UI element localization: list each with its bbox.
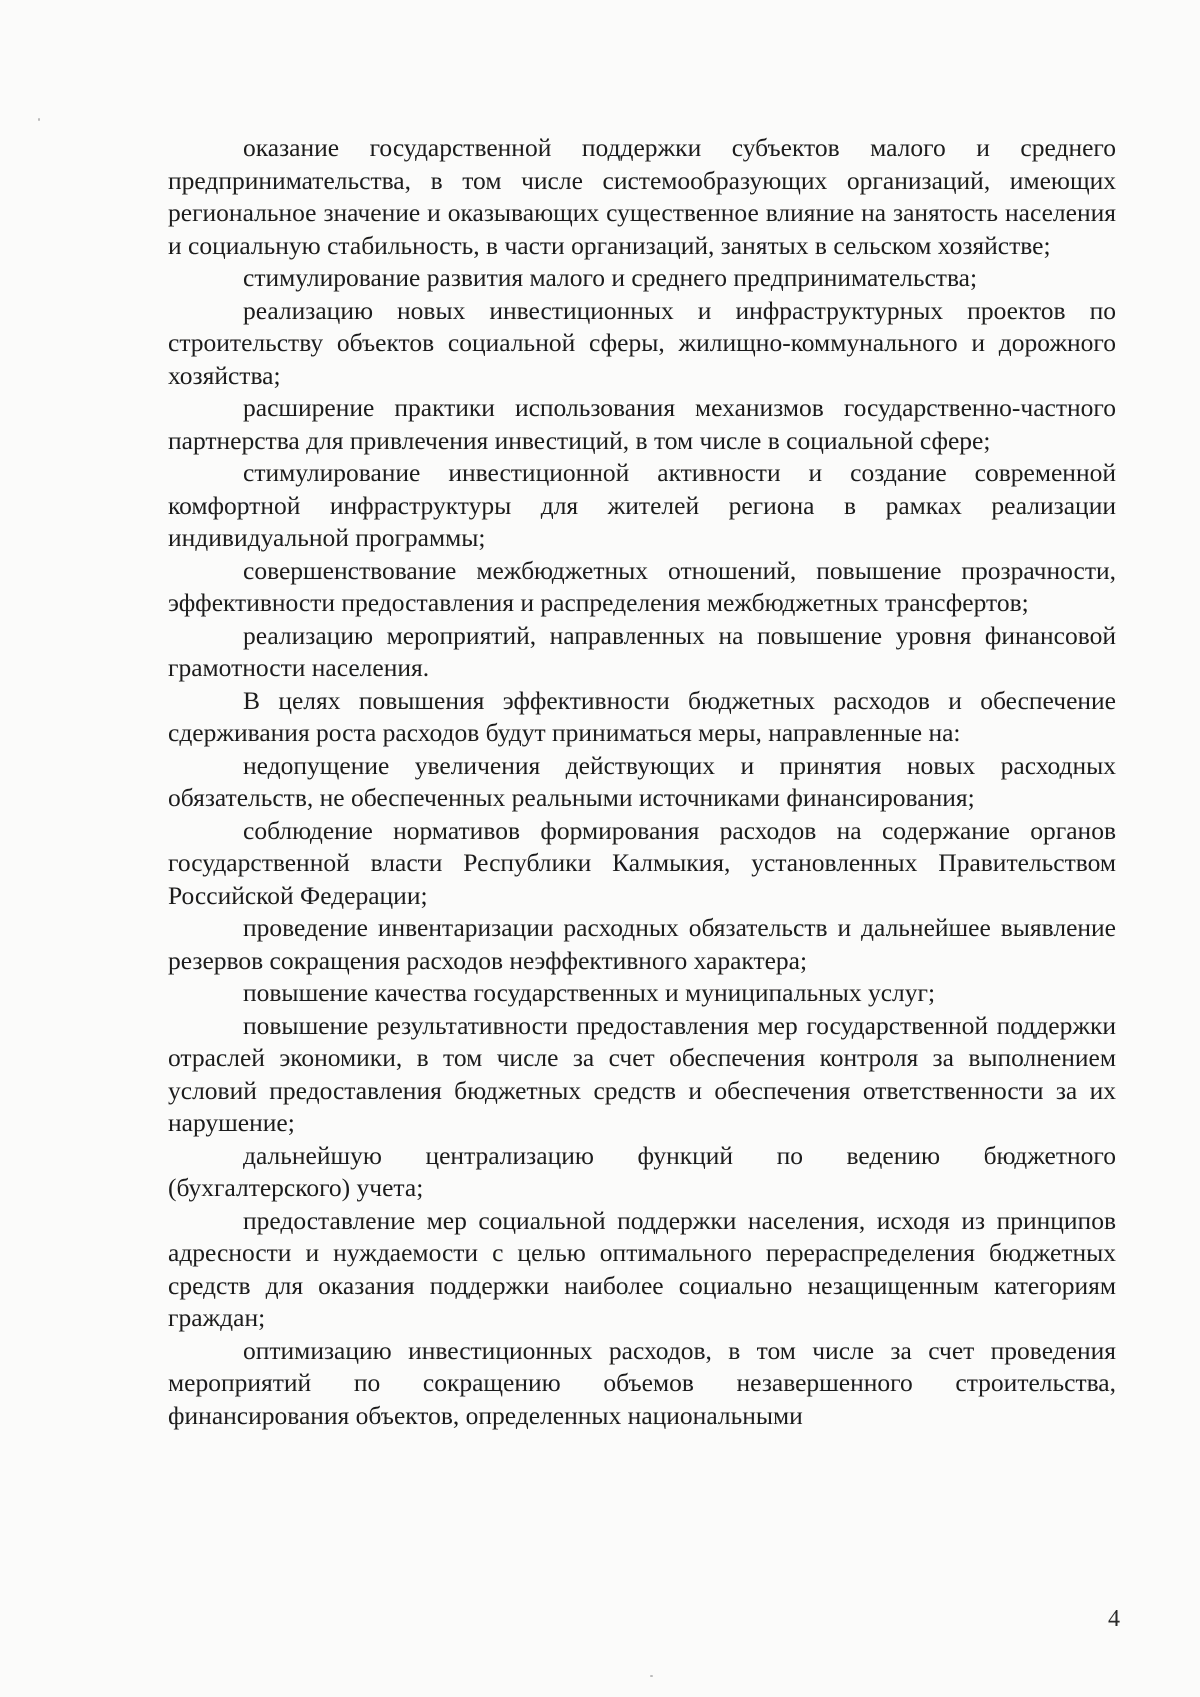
paragraph: стимулирование инвестиционной активности и создание современной комфортной инфраструктуры для жителей региона в рамках реализации индивидуальной программы; <box>168 458 1116 552</box>
paragraph: предоставление мер социальной поддержки населения, исходя из принципов адресности и нуждаемости с целью оптимального перераспределения бюджетных средств для оказания поддержки наиболее социально незащищенным категориям граждан; <box>168 1205 1116 1332</box>
paragraph: оказание государственной поддержки субъектов малого и среднего предпринимательства, в том числе системообразующих организаций, имеющих региональное значение и оказывающих существенное влияние на занятость населения и социальную стабильность, в части организаций, занятых в сельском хозяйстве; <box>168 133 1116 260</box>
paragraph: оптимизацию инвестиционных расходов, в том числе за счет проведения мероприятий по сокращению объемов незавершенного строительства, финансирования объектов, определенных национальными <box>168 1335 1116 1430</box>
paragraph: соблюдение нормативов формирования расходов на содержание органов государственной власти Республики Калмыкия, установленных Правительством Российской Федерации; <box>168 815 1116 910</box>
paragraph: реализацию мероприятий, направленных на повышение уровня финансовой грамотности населения. <box>168 620 1116 682</box>
paragraph: стимулирование развития малого и среднего предпринимательства; <box>243 263 978 292</box>
scan-speck <box>650 1675 653 1677</box>
paragraph: недопущение увеличения действующих и принятия новых расходных обязательств, не обеспеченных реальными источниками финансирования; <box>168 750 1116 812</box>
body-text <box>168 132 1116 1432</box>
scan-speck <box>38 118 40 121</box>
paragraph: проведение инвентаризации расходных обязательств и дальнейшее выявление резервов сокращения расходов неэффективного характера; <box>168 913 1116 975</box>
paragraph: повышение результативности предоставления мер государственной поддержки отраслей экономики, в том числе за счет обеспечения контроля за выполнением условий предоставления бюджетных средств и обеспечения ответственности за их нарушение; <box>168 1010 1116 1137</box>
paragraph: совершенствование межбюджетных отношений, повышение прозрачности, эффективности предоставления и распределения межбюджетных трансфертов; <box>168 555 1116 617</box>
paragraph: повышение качества государственных и муниципальных услуг; <box>243 978 936 1007</box>
paragraph: дальнейшую централизацию функций по ведению бюджетного (бухгалтерского) учета; <box>168 1140 1116 1202</box>
paragraph: расширение практики использования механизмов государственно-частного партнерства для привлечения инвестиций, в том числе в социальной сфере; <box>168 393 1116 455</box>
page-number: 4 <box>1108 1606 1120 1632</box>
paragraph: В целях повышения эффективности бюджетных расходов и обеспечение сдерживания роста расходов будут приниматься меры, направленные на: <box>168 685 1116 747</box>
paragraph: реализацию новых инвестиционных и инфраструктурных проектов по строительству объектов социальной сферы, жилищно-коммунального и дорожного хозяйства; <box>168 295 1116 390</box>
